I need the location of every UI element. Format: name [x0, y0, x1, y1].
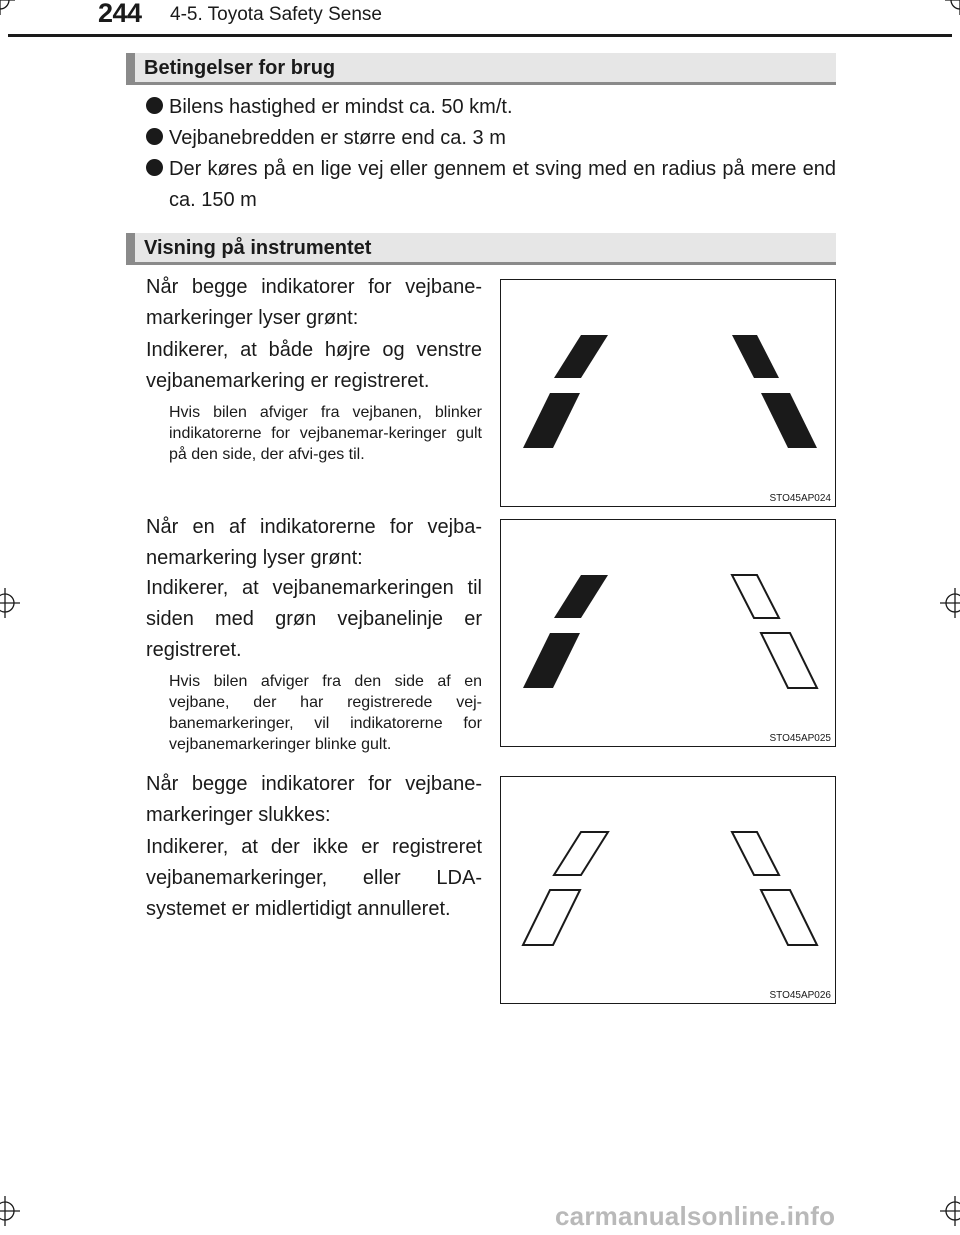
- lane-indicator-figure: [500, 519, 836, 747]
- crop-mark-bottom-left: [0, 1196, 20, 1226]
- bullet-text: Bilens hastighed er mindst ca. 50 km/t.: [169, 96, 513, 118]
- meaning-text: Indikerer, at der ikke er registreret vejbanemarkeringer, eller LDA-systemet er midlertidigt annulleret.: [146, 836, 482, 920]
- watermark: carmanualsonline.info: [555, 1201, 836, 1231]
- bullet-item: [146, 92, 836, 123]
- condition-text: Når begge indikatorer for vejbane-markeringer slukkes:: [146, 773, 482, 826]
- left-lower-lane-marking: [523, 633, 580, 688]
- lane-indicator-figure: [500, 776, 836, 1004]
- page-number: 244: [98, 0, 142, 28]
- left-lower-lane-marking: [523, 890, 580, 945]
- bullet-dot-icon: [146, 97, 163, 114]
- bullet-dot-icon: [146, 128, 163, 145]
- lane-markings-illustration: [501, 280, 837, 508]
- crop-mark-bottom-right: [940, 1196, 960, 1226]
- lane-markings-illustration: [501, 520, 837, 748]
- left-upper-lane-marking: [554, 335, 608, 378]
- section-heading-display: [126, 233, 836, 265]
- condition-text: Når en af indikatorerne for vejba-nemarkering lyser grønt:: [146, 516, 482, 569]
- bullet-text: Der køres på en lige vej eller gennem et sving med en radius på mere end ca. 150 m: [169, 158, 836, 211]
- crop-mark-top-right: [945, 0, 960, 15]
- bullet-dot-icon: [146, 159, 163, 176]
- meaning-text: Indikerer, at vejbanemarkeringen til siden med grøn vejbanelinje er registreret.: [146, 577, 482, 661]
- section-title: 4-5. Toyota Safety Sense: [170, 4, 382, 25]
- bullet-text: Vejbanebredden er større end ca. 3 m: [169, 127, 506, 149]
- header-rule: [8, 34, 952, 37]
- crop-mark-mid-right: [940, 588, 960, 618]
- lane-markings-illustration: [501, 777, 837, 1005]
- condition-text: Når begge indikatorer for vejbane-markeringer lyser grønt:: [146, 276, 482, 329]
- section-heading-conditions: [126, 53, 836, 85]
- figure-label: STO45AP025: [769, 733, 831, 744]
- right-lower-lane-marking: [761, 393, 817, 448]
- crop-mark-mid-left: [0, 588, 20, 618]
- left-upper-lane-marking: [554, 832, 608, 875]
- note-text: Hvis bilen afviger fra vejbanen, blinker indikatorerne for vejbanemar-keringer gult på den side, der afvi-ges til.: [169, 404, 482, 463]
- left-lower-lane-marking: [523, 393, 580, 448]
- crop-mark-top-left: [0, 0, 15, 15]
- section-heading-text: Betingelser for brug: [144, 57, 336, 79]
- note-text: Hvis bilen afviger fra den side af en vejbane, der har registrerede vej-banemarkeringer, vil indikatorerne for vejbanemarkeringer blinke gult.: [169, 673, 482, 753]
- right-lower-lane-marking: [761, 633, 817, 688]
- right-upper-lane-marking: [732, 575, 779, 618]
- figure-label: STO45AP026: [769, 990, 831, 1001]
- right-upper-lane-marking: [732, 335, 779, 378]
- bullet-item: [146, 154, 836, 216]
- right-upper-lane-marking: [732, 832, 779, 875]
- bullet-item: [146, 123, 836, 154]
- figure-label: STO45AP024: [769, 493, 831, 504]
- right-lower-lane-marking: [761, 890, 817, 945]
- meaning-text: Indikerer, at både højre og venstre vejbanemarkering er registreret.: [146, 339, 482, 392]
- left-upper-lane-marking: [554, 575, 608, 618]
- section-heading-text: Visning på instrumentet: [144, 237, 372, 259]
- lane-indicator-figure: [500, 279, 836, 507]
